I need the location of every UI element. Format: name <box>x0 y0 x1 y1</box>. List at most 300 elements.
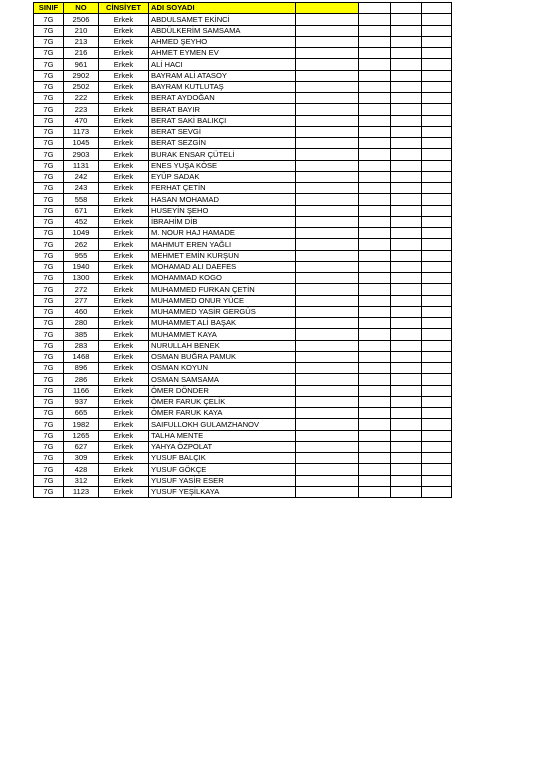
cell-sinif: 7G <box>34 115 64 126</box>
cell-blank-2 <box>359 295 391 306</box>
table-row <box>34 228 452 239</box>
cell-name: FERHAT ÇETİN <box>149 183 296 194</box>
cell-blank-2 <box>359 183 391 194</box>
cell-sinif: 7G <box>34 126 64 137</box>
cell-blank-1 <box>296 160 359 171</box>
cell-cinsiyet: Erkek <box>99 216 149 227</box>
cell-cinsiyet: Erkek <box>99 239 149 250</box>
cell-blank-4 <box>422 138 452 149</box>
cell-no: 242 <box>64 171 99 182</box>
cell-name: ABDULSAMET EKİNCİ <box>149 14 296 25</box>
cell-blank-1 <box>296 25 359 36</box>
cell-cinsiyet: Erkek <box>99 36 149 47</box>
cell-no: 243 <box>64 183 99 194</box>
cell-blank-3 <box>391 216 422 227</box>
cell-blank-2 <box>359 160 391 171</box>
cell-blank-4 <box>422 396 452 407</box>
cell-blank-3 <box>391 194 422 205</box>
cell-blank-2 <box>359 205 391 216</box>
cell-blank-4 <box>422 419 452 430</box>
cell-blank-3 <box>391 464 422 475</box>
cell-blank-4 <box>422 228 452 239</box>
cell-blank-3 <box>391 419 422 430</box>
cell-blank-2 <box>359 464 391 475</box>
cell-cinsiyet: Erkek <box>99 374 149 385</box>
cell-name: MEHMET EMİN KURŞUN <box>149 250 296 261</box>
cell-blank-1 <box>296 250 359 261</box>
table-row <box>34 216 452 227</box>
cell-name: HASAN MOHAMAD <box>149 194 296 205</box>
cell-name: MUHAMMED ONUR YÜCE <box>149 295 296 306</box>
cell-cinsiyet: Erkek <box>99 318 149 329</box>
cell-blank-1 <box>296 171 359 182</box>
cell-blank-4 <box>422 149 452 160</box>
table-row <box>34 441 452 452</box>
cell-name: AHMED ŞEYHO <box>149 36 296 47</box>
header-cinsiyet: CİNSİYET <box>99 3 149 14</box>
cell-blank-1 <box>296 183 359 194</box>
cell-name: OSMAN BUĞRA PAMUK <box>149 351 296 362</box>
cell-sinif: 7G <box>34 216 64 227</box>
cell-blank-2 <box>359 329 391 340</box>
cell-no: 955 <box>64 250 99 261</box>
cell-sinif: 7G <box>34 93 64 104</box>
cell-blank-4 <box>422 205 452 216</box>
cell-blank-1 <box>296 14 359 25</box>
table-row <box>34 115 452 126</box>
cell-blank-1 <box>296 261 359 272</box>
cell-no: 210 <box>64 25 99 36</box>
cell-blank-1 <box>296 126 359 137</box>
cell-no: 665 <box>64 408 99 419</box>
cell-blank-2 <box>359 351 391 362</box>
cell-name: MOHAMMAD KOGO <box>149 273 296 284</box>
cell-blank-4 <box>422 48 452 59</box>
cell-blank-3 <box>391 453 422 464</box>
cell-cinsiyet: Erkek <box>99 160 149 171</box>
cell-no: 470 <box>64 115 99 126</box>
cell-no: 1982 <box>64 419 99 430</box>
cell-sinif: 7G <box>34 70 64 81</box>
cell-sinif: 7G <box>34 194 64 205</box>
cell-sinif: 7G <box>34 160 64 171</box>
cell-cinsiyet: Erkek <box>99 340 149 351</box>
cell-sinif: 7G <box>34 396 64 407</box>
cell-blank-2 <box>359 149 391 160</box>
cell-blank-3 <box>391 81 422 92</box>
cell-sinif: 7G <box>34 486 64 497</box>
cell-blank-3 <box>391 183 422 194</box>
cell-blank-4 <box>422 171 452 182</box>
cell-blank-2 <box>359 408 391 419</box>
cell-name: MOHAMAD ALI DAEFES <box>149 261 296 272</box>
cell-blank-4 <box>422 59 452 70</box>
table-row <box>34 25 452 36</box>
cell-cinsiyet: Erkek <box>99 295 149 306</box>
cell-blank-4 <box>422 239 452 250</box>
cell-name: NURULLAH BENEK <box>149 340 296 351</box>
cell-cinsiyet: Erkek <box>99 385 149 396</box>
cell-sinif: 7G <box>34 205 64 216</box>
cell-name: YUSUF GÖKÇE <box>149 464 296 475</box>
cell-cinsiyet: Erkek <box>99 115 149 126</box>
cell-no: 896 <box>64 363 99 374</box>
table-row <box>34 419 452 430</box>
cell-blank-2 <box>359 486 391 497</box>
roster-body <box>34 14 452 498</box>
cell-blank-1 <box>296 408 359 419</box>
cell-cinsiyet: Erkek <box>99 70 149 81</box>
cell-blank-1 <box>296 284 359 295</box>
cell-sinif: 7G <box>34 329 64 340</box>
cell-blank-3 <box>391 396 422 407</box>
cell-blank-2 <box>359 306 391 317</box>
table-row <box>34 273 452 284</box>
cell-name: AHMET EYMEN EV <box>149 48 296 59</box>
cell-name: MUHAMMED YASİR GERGÜS <box>149 306 296 317</box>
cell-blank-3 <box>391 329 422 340</box>
cell-no: 262 <box>64 239 99 250</box>
cell-no: 223 <box>64 104 99 115</box>
cell-blank-4 <box>422 486 452 497</box>
cell-blank-1 <box>296 475 359 486</box>
cell-blank-3 <box>391 306 422 317</box>
cell-name: MUHAMMED FURKAN ÇETİN <box>149 284 296 295</box>
cell-no: 385 <box>64 329 99 340</box>
cell-blank-2 <box>359 374 391 385</box>
table-row <box>34 475 452 486</box>
cell-no: 1173 <box>64 126 99 137</box>
cell-sinif: 7G <box>34 441 64 452</box>
cell-name: OSMAN KOYUN <box>149 363 296 374</box>
cell-name: MUHAMMET ALİ BAŞAK <box>149 318 296 329</box>
cell-blank-3 <box>391 160 422 171</box>
cell-blank-1 <box>296 396 359 407</box>
cell-no: 2903 <box>64 149 99 160</box>
cell-blank-1 <box>296 419 359 430</box>
cell-name: YUSUF YEŞİLKAYA <box>149 486 296 497</box>
cell-blank-3 <box>391 70 422 81</box>
cell-name: HUSEYİN ŞEHO <box>149 205 296 216</box>
cell-blank-3 <box>391 59 422 70</box>
header-adi-soyadi: ADI SOYADI <box>149 3 296 14</box>
cell-cinsiyet: Erkek <box>99 273 149 284</box>
cell-sinif: 7G <box>34 36 64 47</box>
cell-no: 2506 <box>64 14 99 25</box>
cell-blank-3 <box>391 441 422 452</box>
cell-cinsiyet: Erkek <box>99 453 149 464</box>
cell-blank-4 <box>422 475 452 486</box>
cell-blank-2 <box>359 104 391 115</box>
header-blank-2 <box>359 3 391 14</box>
table-row <box>34 374 452 385</box>
cell-name: ABDÜLKERİM SAMSAMA <box>149 25 296 36</box>
cell-blank-4 <box>422 25 452 36</box>
header-no: NO <box>64 3 99 14</box>
cell-name: YUSUF BALÇIK <box>149 453 296 464</box>
cell-no: 558 <box>64 194 99 205</box>
cell-blank-4 <box>422 284 452 295</box>
cell-sinif: 7G <box>34 284 64 295</box>
cell-no: 1940 <box>64 261 99 272</box>
cell-blank-1 <box>296 138 359 149</box>
cell-blank-2 <box>359 396 391 407</box>
cell-blank-2 <box>359 340 391 351</box>
cell-cinsiyet: Erkek <box>99 441 149 452</box>
cell-blank-4 <box>422 81 452 92</box>
cell-blank-2 <box>359 81 391 92</box>
cell-sinif: 7G <box>34 250 64 261</box>
cell-blank-3 <box>391 25 422 36</box>
table-row <box>34 70 452 81</box>
cell-sinif: 7G <box>34 374 64 385</box>
cell-no: 277 <box>64 295 99 306</box>
cell-cinsiyet: Erkek <box>99 59 149 70</box>
cell-name: BERAT SAKİ BALIKÇI <box>149 115 296 126</box>
cell-name: ÖMER FARUK KAYA <box>149 408 296 419</box>
cell-no: 216 <box>64 48 99 59</box>
cell-cinsiyet: Erkek <box>99 138 149 149</box>
table-row <box>34 430 452 441</box>
cell-blank-3 <box>391 295 422 306</box>
cell-cinsiyet: Erkek <box>99 93 149 104</box>
cell-blank-4 <box>422 93 452 104</box>
cell-sinif: 7G <box>34 48 64 59</box>
cell-blank-3 <box>391 149 422 160</box>
cell-name: ENES YUŞA KÖSE <box>149 160 296 171</box>
cell-no: 2502 <box>64 81 99 92</box>
cell-blank-4 <box>422 250 452 261</box>
cell-sinif: 7G <box>34 475 64 486</box>
cell-sinif: 7G <box>34 306 64 317</box>
cell-blank-3 <box>391 273 422 284</box>
table-row <box>34 183 452 194</box>
cell-blank-3 <box>391 475 422 486</box>
table-row <box>34 81 452 92</box>
cell-blank-2 <box>359 115 391 126</box>
cell-blank-2 <box>359 441 391 452</box>
cell-blank-3 <box>391 138 422 149</box>
cell-blank-1 <box>296 363 359 374</box>
cell-blank-1 <box>296 93 359 104</box>
cell-no: 312 <box>64 475 99 486</box>
cell-blank-4 <box>422 194 452 205</box>
cell-no: 428 <box>64 464 99 475</box>
cell-blank-1 <box>296 149 359 160</box>
cell-blank-2 <box>359 36 391 47</box>
cell-name: M. NOUR HAJ HAMADE <box>149 228 296 239</box>
cell-blank-2 <box>359 194 391 205</box>
table-row <box>34 261 452 272</box>
cell-blank-1 <box>296 216 359 227</box>
cell-blank-2 <box>359 475 391 486</box>
table-row <box>34 126 452 137</box>
cell-no: 272 <box>64 284 99 295</box>
cell-blank-2 <box>359 385 391 396</box>
table-row <box>34 36 452 47</box>
cell-cinsiyet: Erkek <box>99 306 149 317</box>
cell-blank-2 <box>359 25 391 36</box>
cell-cinsiyet: Erkek <box>99 261 149 272</box>
cell-blank-3 <box>391 363 422 374</box>
cell-blank-2 <box>359 14 391 25</box>
cell-cinsiyet: Erkek <box>99 81 149 92</box>
cell-blank-1 <box>296 351 359 362</box>
cell-sinif: 7G <box>34 25 64 36</box>
cell-blank-4 <box>422 441 452 452</box>
cell-name: BAYRAM KUTLUTAŞ <box>149 81 296 92</box>
cell-cinsiyet: Erkek <box>99 396 149 407</box>
cell-blank-3 <box>391 340 422 351</box>
cell-blank-2 <box>359 126 391 137</box>
cell-no: 1123 <box>64 486 99 497</box>
cell-blank-1 <box>296 340 359 351</box>
table-row <box>34 14 452 25</box>
cell-blank-3 <box>391 115 422 126</box>
cell-blank-3 <box>391 93 422 104</box>
table-row <box>34 194 452 205</box>
cell-blank-1 <box>296 36 359 47</box>
cell-sinif: 7G <box>34 59 64 70</box>
table-row <box>34 351 452 362</box>
table-row <box>34 59 452 70</box>
cell-blank-4 <box>422 36 452 47</box>
cell-blank-4 <box>422 318 452 329</box>
cell-cinsiyet: Erkek <box>99 351 149 362</box>
cell-blank-2 <box>359 59 391 70</box>
cell-sinif: 7G <box>34 464 64 475</box>
cell-blank-3 <box>391 48 422 59</box>
cell-blank-2 <box>359 250 391 261</box>
cell-no: 1468 <box>64 351 99 362</box>
cell-blank-1 <box>296 81 359 92</box>
cell-blank-2 <box>359 430 391 441</box>
cell-sinif: 7G <box>34 318 64 329</box>
header-blank-1 <box>296 3 359 14</box>
cell-no: 213 <box>64 36 99 47</box>
cell-name: ÖMER DÖNDER <box>149 385 296 396</box>
cell-cinsiyet: Erkek <box>99 104 149 115</box>
table-row <box>34 138 452 149</box>
cell-blank-2 <box>359 318 391 329</box>
cell-name: BERAT SEZGİN <box>149 138 296 149</box>
cell-blank-4 <box>422 374 452 385</box>
cell-blank-3 <box>391 318 422 329</box>
cell-no: 222 <box>64 93 99 104</box>
cell-cinsiyet: Erkek <box>99 126 149 137</box>
cell-blank-2 <box>359 171 391 182</box>
cell-blank-2 <box>359 216 391 227</box>
cell-sinif: 7G <box>34 261 64 272</box>
cell-no: 460 <box>64 306 99 317</box>
cell-blank-1 <box>296 104 359 115</box>
cell-blank-3 <box>391 430 422 441</box>
cell-no: 671 <box>64 205 99 216</box>
cell-cinsiyet: Erkek <box>99 171 149 182</box>
cell-cinsiyet: Erkek <box>99 183 149 194</box>
table-row <box>34 205 452 216</box>
cell-blank-1 <box>296 318 359 329</box>
cell-sinif: 7G <box>34 81 64 92</box>
cell-cinsiyet: Erkek <box>99 194 149 205</box>
cell-no: 1166 <box>64 385 99 396</box>
table-row <box>34 396 452 407</box>
table-row <box>34 329 452 340</box>
table-row <box>34 149 452 160</box>
table-row <box>34 464 452 475</box>
cell-blank-4 <box>422 340 452 351</box>
cell-blank-3 <box>391 104 422 115</box>
cell-blank-2 <box>359 228 391 239</box>
table-row <box>34 48 452 59</box>
cell-sinif: 7G <box>34 171 64 182</box>
cell-blank-3 <box>391 351 422 362</box>
cell-blank-3 <box>391 228 422 239</box>
cell-blank-2 <box>359 284 391 295</box>
cell-blank-4 <box>422 464 452 475</box>
cell-blank-1 <box>296 486 359 497</box>
cell-blank-4 <box>422 295 452 306</box>
cell-cinsiyet: Erkek <box>99 250 149 261</box>
cell-blank-3 <box>391 126 422 137</box>
cell-cinsiyet: Erkek <box>99 48 149 59</box>
cell-no: 937 <box>64 396 99 407</box>
cell-name: ÖMER FARUK ÇELİK <box>149 396 296 407</box>
cell-no: 309 <box>64 453 99 464</box>
cell-cinsiyet: Erkek <box>99 14 149 25</box>
cell-blank-2 <box>359 93 391 104</box>
cell-blank-1 <box>296 306 359 317</box>
cell-name: MUHAMMET KAYA <box>149 329 296 340</box>
cell-cinsiyet: Erkek <box>99 228 149 239</box>
cell-blank-3 <box>391 385 422 396</box>
cell-blank-4 <box>422 160 452 171</box>
cell-cinsiyet: Erkek <box>99 475 149 486</box>
cell-no: 627 <box>64 441 99 452</box>
cell-sinif: 7G <box>34 228 64 239</box>
cell-name: ALİ HACI <box>149 59 296 70</box>
cell-no: 1131 <box>64 160 99 171</box>
cell-cinsiyet: Erkek <box>99 205 149 216</box>
cell-blank-2 <box>359 48 391 59</box>
cell-blank-3 <box>391 374 422 385</box>
cell-sinif: 7G <box>34 419 64 430</box>
cell-blank-1 <box>296 385 359 396</box>
cell-blank-1 <box>296 441 359 452</box>
cell-name: YUSUF YASİR ESER <box>149 475 296 486</box>
cell-blank-4 <box>422 351 452 362</box>
cell-name: MAHMUT EREN YAĞLI <box>149 239 296 250</box>
cell-cinsiyet: Erkek <box>99 430 149 441</box>
cell-name: OSMAN SAMSAMA <box>149 374 296 385</box>
cell-name: BERAT SEVGİ <box>149 126 296 137</box>
student-roster-table <box>33 2 452 498</box>
table-row <box>34 239 452 250</box>
header-sinif: SINIF <box>34 3 64 14</box>
table-row <box>34 453 452 464</box>
header-row <box>34 3 452 14</box>
cell-blank-4 <box>422 104 452 115</box>
cell-name: BAYRAM ALİ ATASOY <box>149 70 296 81</box>
cell-cinsiyet: Erkek <box>99 25 149 36</box>
cell-no: 1300 <box>64 273 99 284</box>
cell-no: 452 <box>64 216 99 227</box>
cell-blank-4 <box>422 363 452 374</box>
cell-blank-4 <box>422 261 452 272</box>
cell-blank-3 <box>391 205 422 216</box>
table-row <box>34 93 452 104</box>
cell-blank-4 <box>422 216 452 227</box>
